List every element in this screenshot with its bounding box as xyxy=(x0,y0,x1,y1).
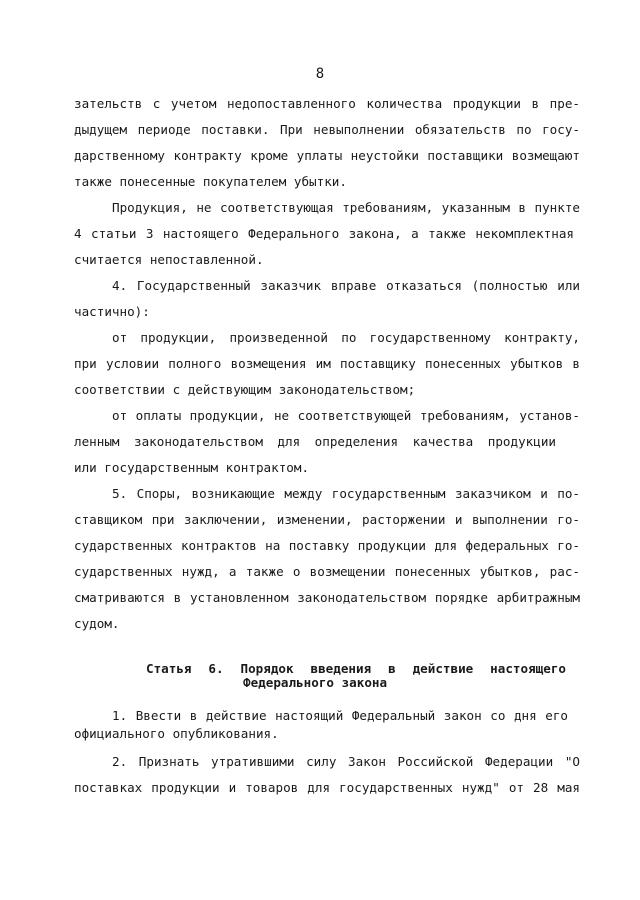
text-line: дыдущем периоде поставки. При невыполнении обязательств по госу- xyxy=(74,122,580,137)
text-line: считается непоставленной. xyxy=(74,252,264,267)
text-line: сударственных контрактов на поставку продукции для федеральных го- xyxy=(74,538,580,553)
page-number: 8 xyxy=(315,66,325,82)
text-line: от оплаты продукции, не соответствующей требованиям, установ- xyxy=(112,408,580,423)
article-heading: Статья 6. Порядок введения в действие настоящего xyxy=(146,661,566,676)
text-line: частично): xyxy=(74,304,150,319)
text-line: сударственных нужд, а также о возмещении понесенных убытков, рас- xyxy=(74,564,580,579)
text-line: судом. xyxy=(74,616,120,631)
text-line: ленным законодательством для определения качества продукции xyxy=(74,434,556,449)
text-line: при условии полного возмещения им поставщику понесенных убытков в xyxy=(74,356,580,371)
text-line: или государственным контрактом. xyxy=(74,460,310,475)
text-line: от продукции, произведенной по государственному контракту, xyxy=(112,330,580,345)
article-heading-subtitle: Федерального закона xyxy=(243,675,388,690)
text-line: официального опубликования. xyxy=(74,726,279,741)
text-line: 4. Государственный заказчик вправе отказаться (полностью или xyxy=(112,278,580,293)
text-line: 5. Споры, возникающие между государственным заказчиком и по- xyxy=(112,486,580,501)
text-line: зательств с учетом недопоставленного количества продукции в пре- xyxy=(74,96,580,111)
text-line: поставках продукции и товаров для государственных нужд" от 28 мая xyxy=(74,780,580,795)
text-line: 1. Ввести в действие настоящий Федеральный закон со дня его xyxy=(112,708,568,723)
text-line: сматриваются в установленном законодательством порядке арбитражным xyxy=(74,590,580,605)
text-line: ставщиком при заключении, изменении, расторжении и выполнении го- xyxy=(74,512,580,527)
text-line: 2. Признать утратившими силу Закон Российской Федерации "О xyxy=(112,754,580,769)
text-line: Продукция, не соответствующая требованиям, указанным в пункте xyxy=(112,200,580,215)
text-line: соответствии с действующим законодательством; xyxy=(74,382,416,397)
text-line: также понесенные покупателем убытки. xyxy=(74,174,347,189)
text-line: дарственному контракту кроме уплаты неустойки поставщики возмещают xyxy=(74,148,580,163)
text-line: 4 статьи 3 настоящего Федерального закона, а также некомплектная xyxy=(74,226,574,241)
